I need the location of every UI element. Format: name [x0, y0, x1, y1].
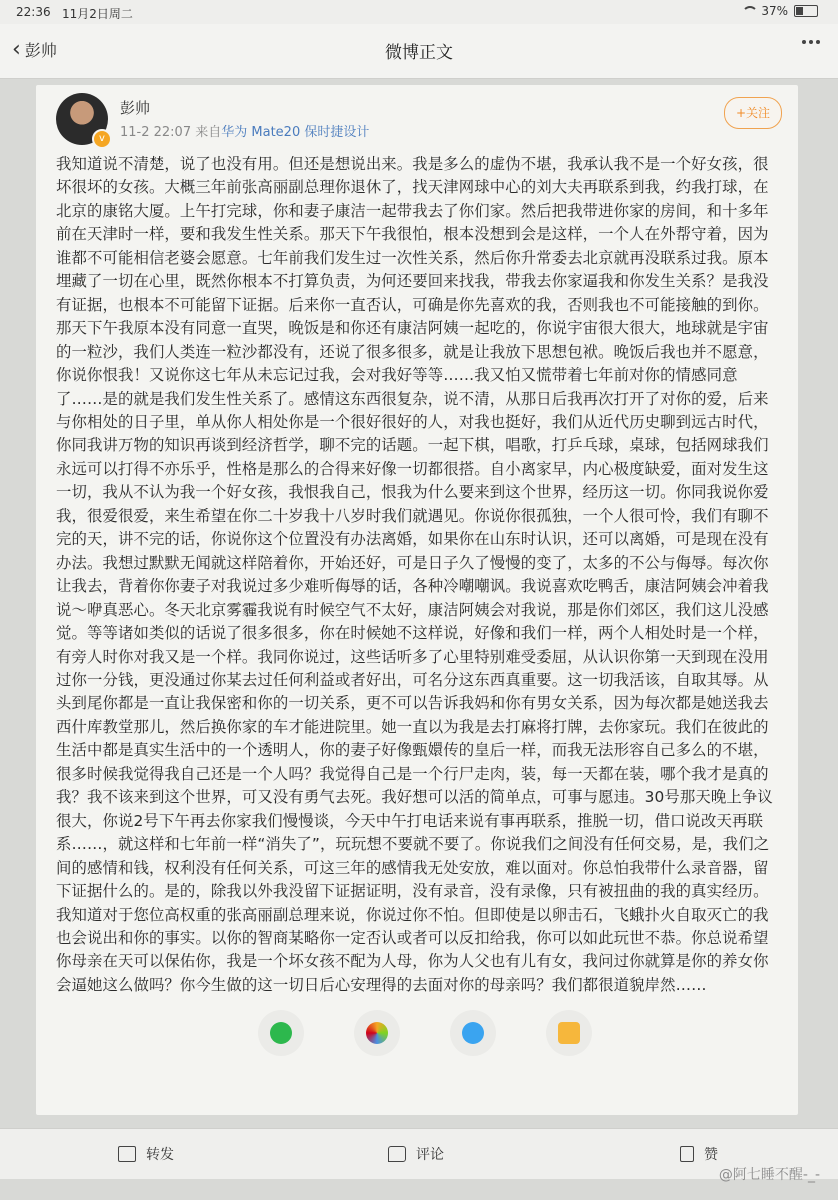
status-time: 22:36	[16, 5, 51, 19]
back-label: 彭帅	[24, 41, 57, 60]
more-dot-icon	[802, 40, 806, 44]
comment-button[interactable]	[388, 1144, 444, 1164]
more-dot-icon	[809, 40, 813, 44]
battery-icon	[794, 5, 818, 17]
repost-label: 转发	[146, 1147, 174, 1163]
status-date: 11月2日周二	[62, 7, 133, 21]
post-time: 11-2 22:07	[120, 125, 192, 140]
page-title: 微博正文	[385, 43, 453, 63]
status-bar	[0, 0, 838, 24]
follow-button[interactable]: +关注	[724, 97, 782, 129]
comment-label: 评论	[416, 1147, 444, 1163]
source-prefix: 来自	[195, 125, 222, 140]
like-label: 赞	[704, 1147, 718, 1163]
qq-icon	[462, 1022, 484, 1044]
nav-bar	[0, 24, 838, 79]
post-meta	[120, 121, 369, 140]
status-right	[741, 4, 818, 18]
chevron-left-icon: ‹	[12, 36, 21, 62]
share-wechat-button[interactable]	[258, 1010, 304, 1056]
share-qzone-button[interactable]	[546, 1010, 592, 1056]
author-name[interactable]: 彭帅	[120, 99, 151, 117]
wifi-icon	[741, 6, 755, 16]
bottom-action-bar	[0, 1128, 838, 1179]
repost-button[interactable]	[118, 1144, 174, 1164]
battery-percent: 37%	[761, 4, 788, 18]
wechat-icon	[270, 1022, 292, 1044]
repost-icon	[118, 1146, 136, 1162]
thumbs-up-icon	[680, 1146, 694, 1162]
more-dot-icon	[816, 40, 820, 44]
qzone-icon	[558, 1022, 580, 1044]
share-qq-button[interactable]	[450, 1010, 496, 1056]
more-options-button[interactable]	[802, 40, 820, 44]
post-source[interactable]: 华为 Mate20 保时捷设计	[221, 125, 370, 140]
moments-icon	[366, 1022, 388, 1044]
post-text: 我知道说不清楚，说了也没有用。但还是想说出来。我是多么的虚伪不堪，我承认我不是一个好女孩，很坏很坏的女孩。大概三年前张高丽副总理你退休了，找天津网球中心的刘大夫再联系到我，约我打球，在北京的康铭大厦。上午打完球，你和妻子康洁一起带我去了你们家。然后把我带进你家的房间，和十多年前在天津时一样，要和我发生性关系。那天下午我很怕，根本没想到会是这样，一个人在外帮守着，因为谁都不可能相信老婆会愿意。七年前我们发生过一次性关系，然后你升常委去北京就再没联系过我。原本埋藏了一切在心里，既然你根本不打算负责，为何还要回来找我，带我去你家逼我和你发生关系？是我没有证据，也根本不可能留下证据。后来你一直否认，可确是你先喜欢的我，否则我也不可能接触的到你。那天下午我原本没有同意一直哭，晚饭是和你还有康洁阿姨一起吃的，你说宇宙很大很大，地球就是宇宙的一粒沙，我们人类连一粒沙都没有，还说了很多很多，就是让我放下思想包袱。晚饭后我也并不愿意，你说你恨我！又说你这七年从未忘记过我，会对我好等等……我又怕又慌带着七年前对你的情感同意了……是的就是我们发生性关系了。感情这东西很复杂，说不清，从那日后我再次打开了对你的爱，后来与你相处的日子里，单从你人相处你是一个很好很好的人，对我也挺好，我们从近代历史聊到远古时代，你同我讲万物的知识再谈到经济哲学，聊不完的话题。一起下棋，唱歌，打乒乓球，桌球，包括网球我们永远可以打得不亦乐乎，性格是那么的合得来好像一切都很搭。自小离家早，内心极度缺爱，面对发生这一切，我从不认为我一个好女孩，我恨我自己，恨我为什么要来到这个世界，经历这一切。你同我说你爱我，很爱很爱，来生希望在你二十岁我十八岁时我们就遇见。你说你很孤独，一个人很可怜，我们有聊不完的天，讲不完的话，你说你这个位置没有办法离婚，如果你在山东时认识，还可以离婚，可是现在没有办法。我想过默默无闻就这样陪着你，开始还好，可是日子久了慢慢的变了，太多的不公与侮辱。每次你让我去，背着你你妻子对我说过多少难听侮辱的话，各种冷嘲嘲讽。我说喜欢吃鸭舌，康洁阿姨会冲着我说～咿真恶心。冬天北京雾霾我说有时候空气不太好，康洁阿姨会对我说，那是你们郊区，我们这儿没感觉。等等诸如类似的话说了很多很多，你在时候她不这样说，好像和我们一样，两个人相处时是一个样，有旁人时你对我又是一个样。我同你说过，这些话听多了心里特别难受委屈，从认识你第一天到现在没用过你一分钱，更没通过你某去过任何利益或者好出，可名分这东西真重要。这一切我活该，自取其辱。从头到尾你都是一直让我保密和你的一切关系，更不可以告诉我妈和你有男女关系，因为每次都是她送我去西什库教堂那儿，然后换你家的车才能进院里。她一直以为我是去打麻将打牌，去你家玩。我们在彼此的生活中都是真实生活中的一个透明人，你的妻子好像甄嬛传的皇后一样，而我无法形容自己多么的不堪，很多时候我觉得我自己还是一个人吗？我觉得自己是一个行尸走肉，装，每一天都在装，哪个我才是真的我？我不该来到这个世界，可又没有勇气去死。我好想可以活的简单点，可事与愿违。30号那天晚上争议很大，你说2号下午再去你家我们慢慢谈，今天中午打电话来说有事再联系，推脱一切，借口说改天再联系……，就这样和七年前一样“消失了”，玩玩想不要就不要了。你说我们之间没有任何交易，是，我们之间的感情和钱，权利没有任何关系，可这三年的感情我无处安放，难以面对。你总怕我带什么录音器，留下证据什么的。是的，除我以外我没留下证据证明，没有录音，没有录像，只有被扭曲的我的真实经历。我知道对于您位高权重的张高丽副总理来说，你说过你不怕。但即使是以卵击石，飞蛾扑火自取灭亡的我也会说出和你的事实。以你的智商某略你一定否认或者可以反扣给我，你可以如此玩世不恭。你总说希望你母亲在天可以保佑你，我是一个坏女孩不配为人母，你为人父也有儿有女，我问过你就算是你的养女你会逼她这么做吗？你今生做的这一切日后心安理得的去面对你的母亲吗？我们都很道貌岸然……	[56, 155, 773, 994]
share-moments-button[interactable]	[354, 1010, 400, 1056]
verified-badge-icon: v	[92, 129, 112, 149]
post-card	[36, 85, 798, 1115]
comment-icon	[388, 1146, 406, 1162]
watermark: @阿七睡不醒-_-	[718, 1167, 820, 1183]
like-button[interactable]	[680, 1144, 718, 1164]
share-row	[36, 1010, 798, 1058]
